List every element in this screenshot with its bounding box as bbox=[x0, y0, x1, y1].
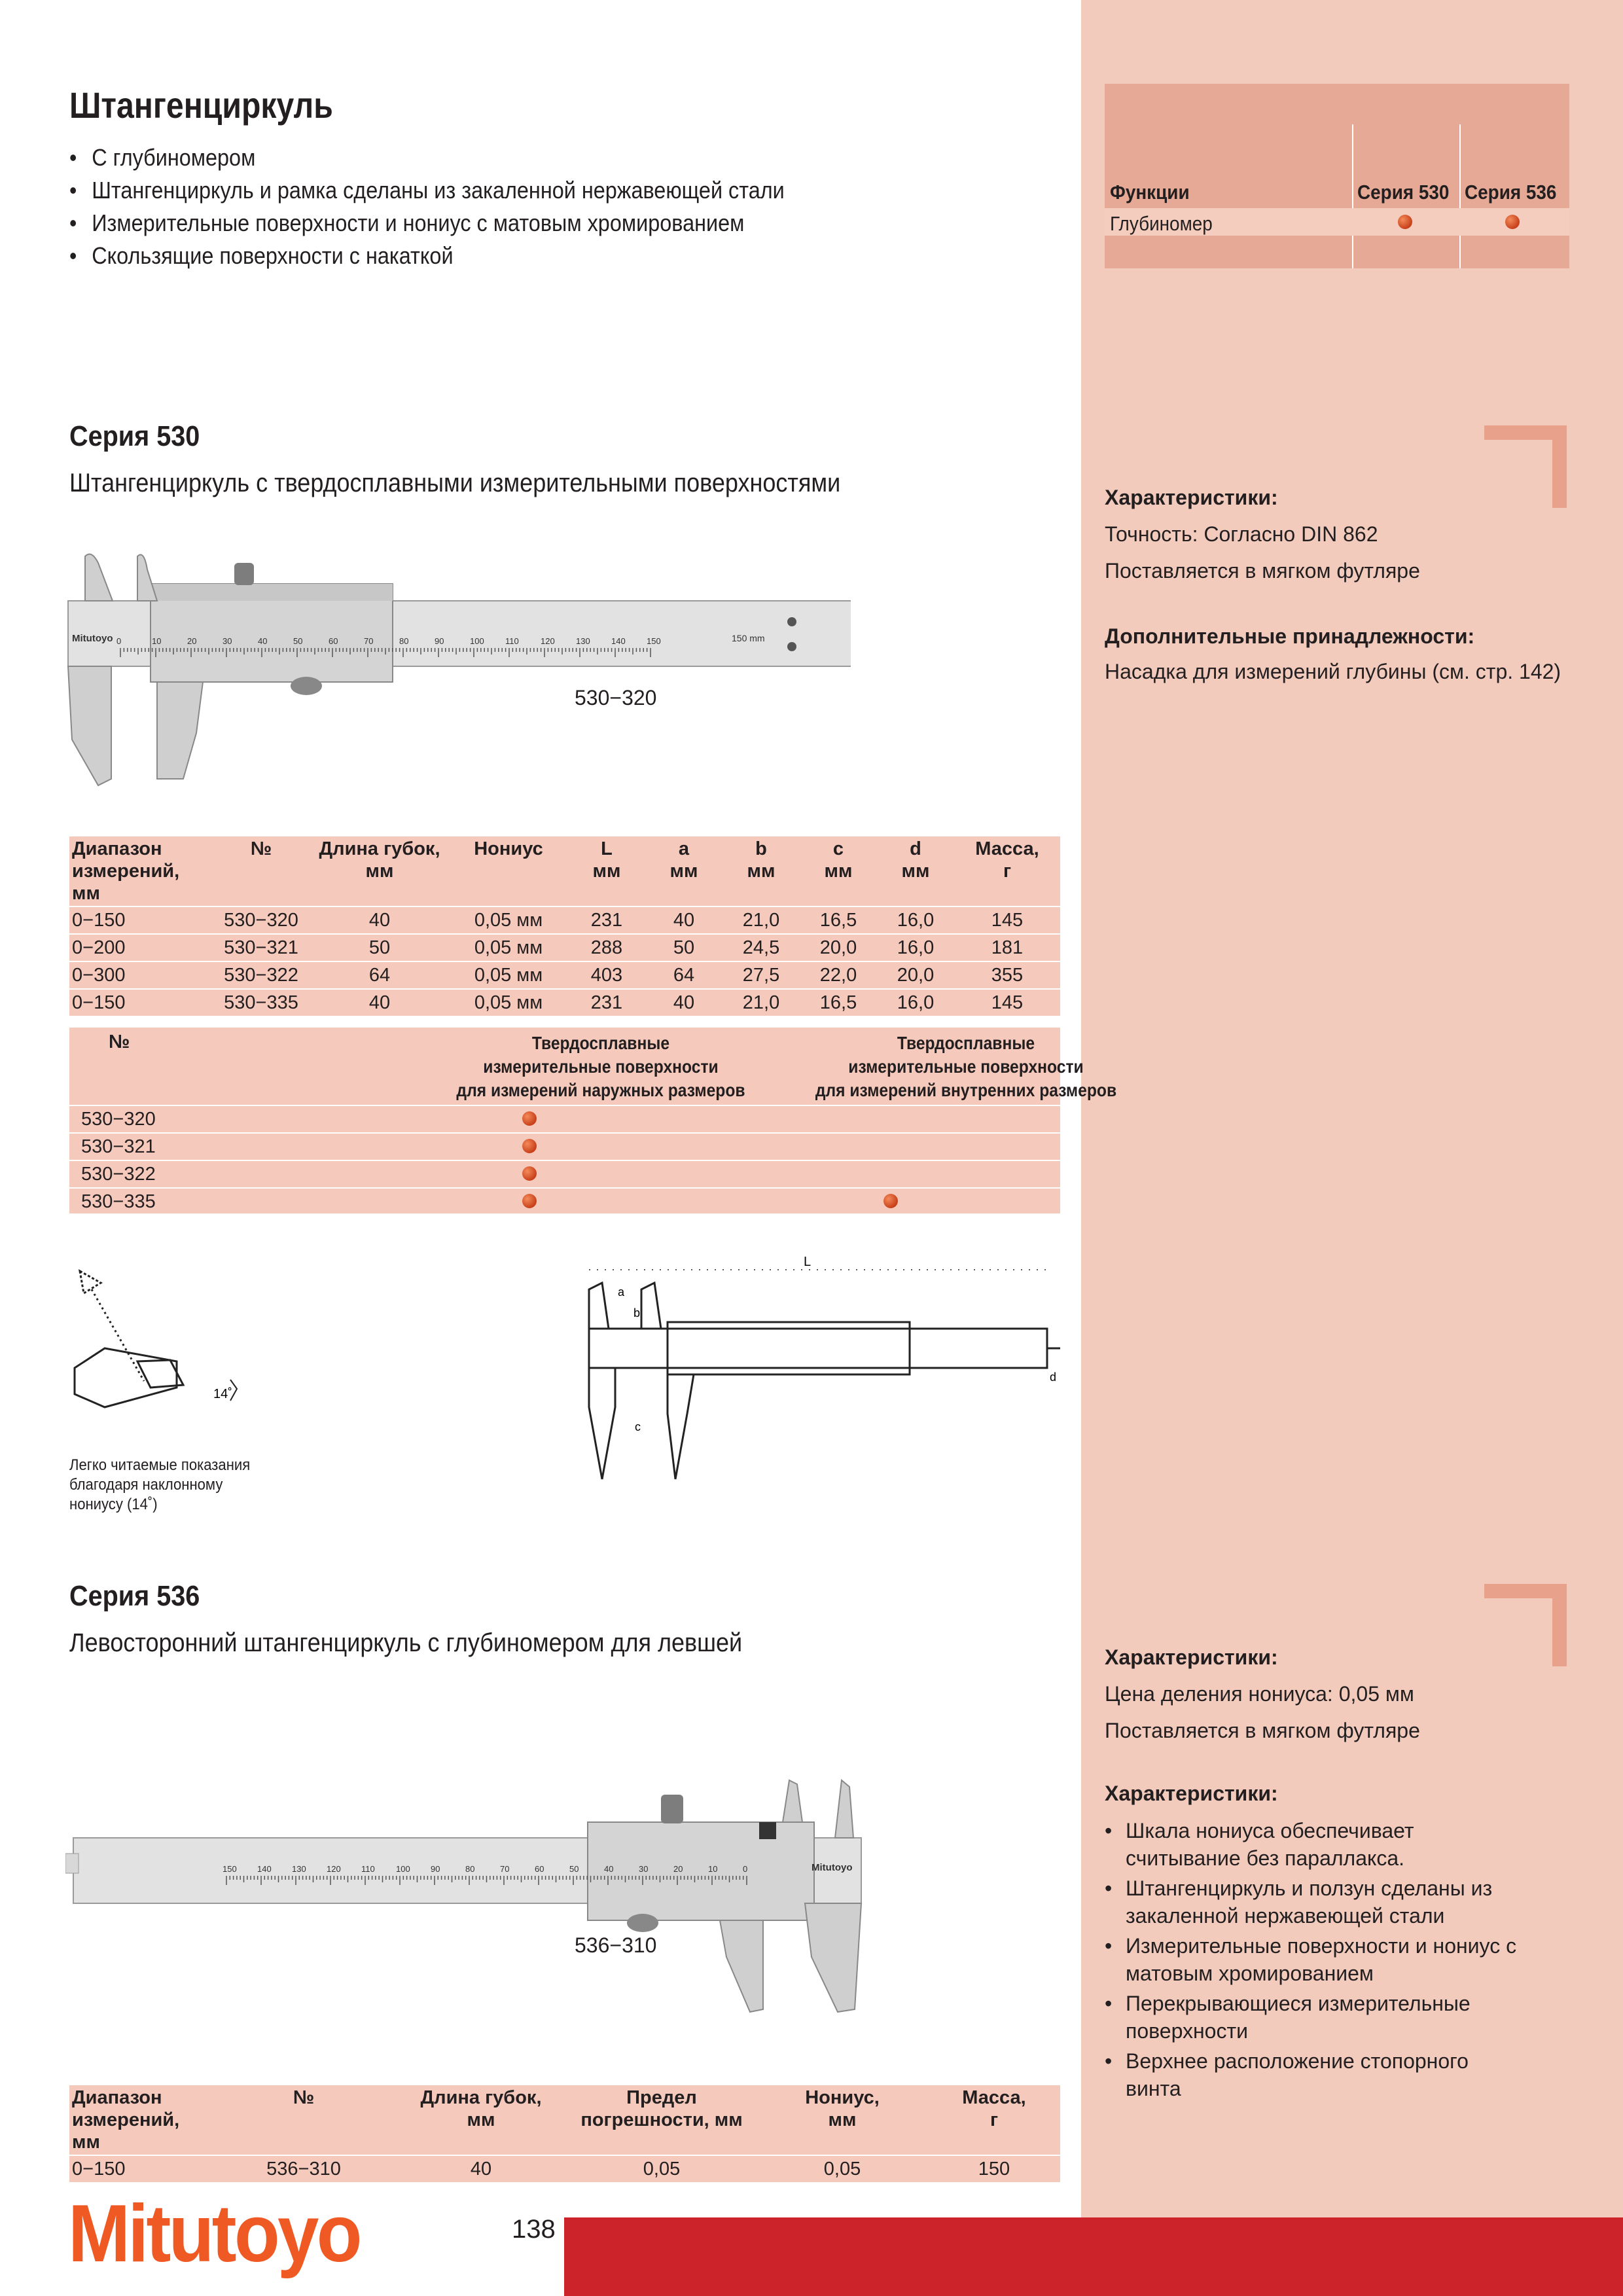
table-cell: 50 bbox=[645, 934, 722, 961]
table-cell: 150 bbox=[928, 2155, 1060, 2182]
page-number: 138 bbox=[512, 2215, 556, 2244]
header-row bbox=[69, 2085, 1060, 2155]
header-line: № bbox=[250, 838, 272, 859]
functions-table bbox=[1105, 84, 1569, 268]
table-cell: 530−335 bbox=[212, 989, 310, 1016]
spec-line: Цена деления нониуса: 0,05 мм bbox=[1105, 1682, 1414, 1706]
dim-L: L bbox=[804, 1257, 812, 1269]
header-line: мм bbox=[747, 861, 776, 882]
scale-number: 0 bbox=[116, 636, 122, 646]
spec-line: Точность: Согласно DIN 862 bbox=[1105, 522, 1378, 546]
table-cell: 16,5 bbox=[800, 989, 877, 1016]
bullet-item: • С глубиномером bbox=[69, 141, 785, 174]
note-line: благодаря наклонному bbox=[69, 1476, 223, 1494]
table-cell: 40 bbox=[310, 989, 449, 1016]
header-line: Масса, bbox=[975, 838, 1039, 859]
scale-number: 90 bbox=[435, 636, 444, 646]
series-530-header: Серия 530 bbox=[1357, 181, 1450, 204]
vernier-note bbox=[69, 1456, 250, 1515]
slider-block bbox=[75, 1348, 177, 1407]
header-line: для измерений внутренних размеров bbox=[815, 1080, 1117, 1100]
outside-jaw-moving bbox=[157, 682, 203, 779]
table-cell: 231 bbox=[568, 906, 645, 934]
scale-number: 110 bbox=[505, 636, 519, 646]
features-col-inner bbox=[747, 1031, 1185, 1102]
caliper-530-image bbox=[65, 543, 851, 792]
caliper-536-image bbox=[65, 1761, 870, 2022]
header-line: Твердосплавные bbox=[531, 1033, 670, 1053]
specs-heading: Характеристики: bbox=[1105, 486, 1278, 509]
series-530-spec-table bbox=[69, 836, 1060, 1016]
scale-number: 150 bbox=[223, 1864, 237, 1874]
scale-number: 50 bbox=[293, 636, 303, 646]
table-cell: 64 bbox=[310, 961, 449, 989]
vernier-angle-illustration bbox=[65, 1263, 275, 1460]
thumb-roller bbox=[291, 677, 322, 695]
table-cell: 40 bbox=[310, 906, 449, 934]
table-cell: 40 bbox=[645, 906, 722, 934]
table-cell: 21,0 bbox=[722, 906, 800, 934]
series-536-spec-table bbox=[69, 2085, 1060, 2182]
header-line: мм bbox=[669, 861, 698, 882]
features-rows bbox=[69, 1105, 1060, 1215]
table-cell: 0−300 bbox=[69, 961, 212, 989]
column-header bbox=[69, 836, 212, 906]
clamp-screw bbox=[234, 563, 254, 585]
footer-bar bbox=[564, 2217, 1623, 2296]
table-cell: 530−322 bbox=[212, 961, 310, 989]
sight-line bbox=[92, 1289, 144, 1381]
table-cell: 288 bbox=[568, 934, 645, 961]
features-row bbox=[69, 1187, 1060, 1215]
scale-number: 100 bbox=[470, 636, 484, 646]
scale-number: 80 bbox=[465, 1864, 475, 1874]
indicator-dot bbox=[522, 1166, 537, 1181]
header-line: г bbox=[1003, 861, 1012, 882]
specs-heading: Характеристики: bbox=[1105, 1645, 1278, 1669]
thumb-roller bbox=[627, 1914, 658, 1932]
accessories-heading: Дополнительные принадлежности: bbox=[1105, 624, 1475, 648]
table-cell: 145 bbox=[954, 989, 1060, 1016]
feature-item: • Перекрывающиеся измерительные поверхности bbox=[1105, 1990, 1524, 2045]
slider-window bbox=[759, 1822, 776, 1839]
column-header bbox=[877, 836, 954, 906]
header-line: измерений, мм bbox=[72, 861, 180, 904]
features-row bbox=[69, 1160, 1060, 1187]
scale-number: 130 bbox=[292, 1864, 306, 1874]
model-number: 530−335 bbox=[81, 1191, 156, 1212]
divider bbox=[1352, 124, 1353, 268]
table-cell: 0,05 мм bbox=[449, 934, 568, 961]
header-line: Нониус bbox=[474, 838, 543, 859]
column-header bbox=[954, 836, 1060, 906]
header-line: b bbox=[755, 838, 767, 859]
table-cell: 16,5 bbox=[800, 906, 877, 934]
bullet-item: • Штангенциркуль и рамка сделаны из закаленной нержавеющей стали bbox=[69, 174, 785, 207]
series-530-features-table bbox=[69, 1028, 1117, 1213]
series-536-header: Серия 536 bbox=[1465, 181, 1557, 204]
slider bbox=[588, 1822, 814, 1920]
header-line: измерительные поверхности bbox=[483, 1056, 719, 1077]
header-line: г bbox=[990, 2109, 999, 2130]
column-header bbox=[69, 2085, 212, 2155]
scale-number: 20 bbox=[673, 1864, 683, 1874]
table-cell: 27,5 bbox=[722, 961, 800, 989]
header-line: для измерений наружных размеров bbox=[456, 1080, 745, 1100]
table-cell: 231 bbox=[568, 989, 645, 1016]
model-number: 530−321 bbox=[81, 1136, 156, 1157]
header-line: Твердосплавные bbox=[897, 1033, 1035, 1053]
drawing-inner-jaw bbox=[641, 1283, 661, 1329]
clamp-screw bbox=[661, 1795, 683, 1823]
table-row bbox=[69, 934, 1060, 961]
table-cell: 0−150 bbox=[69, 989, 212, 1016]
column-header bbox=[395, 2085, 567, 2155]
header-line: мм bbox=[365, 861, 394, 882]
table-cell: 0,05 мм bbox=[449, 961, 568, 989]
header-line: Предел bbox=[626, 2087, 697, 2108]
dim-a: a bbox=[618, 1285, 625, 1299]
scale-number: 50 bbox=[569, 1864, 579, 1874]
mitutoyo-logo: Mitutoyo bbox=[68, 2189, 360, 2279]
spec-line: Поставляется в мягком футляре bbox=[1105, 559, 1420, 583]
feature-item: • Шкала нониуса обеспечивает считывание без параллакса. bbox=[1105, 1817, 1524, 1872]
table-cell: 64 bbox=[645, 961, 722, 989]
indicator-dot bbox=[883, 1194, 898, 1208]
column-header bbox=[449, 836, 568, 906]
feature-item: • Измерительные поверхности и нониус с матовым хромированием bbox=[1105, 1932, 1524, 1987]
column-header bbox=[928, 2085, 1060, 2155]
functions-header: Функции bbox=[1110, 181, 1190, 204]
drawing-jaw-moving bbox=[668, 1374, 694, 1479]
dim-d: d bbox=[1050, 1371, 1057, 1384]
caliper-530-caption: 530−320 bbox=[575, 686, 657, 709]
header-line: d bbox=[910, 838, 921, 859]
accessories-text: Насадка для измерений глубины (см. стр. 142) bbox=[1105, 660, 1561, 683]
features-row bbox=[69, 1132, 1060, 1160]
divider bbox=[1459, 124, 1461, 268]
slider-top bbox=[151, 584, 393, 601]
header-line: измерительные поверхности bbox=[848, 1056, 1084, 1077]
depth-rod bbox=[65, 1854, 79, 1873]
caliper-536-caption: 536−310 bbox=[575, 1933, 657, 1957]
header-line: Диапазон bbox=[72, 838, 162, 859]
scale-number: 60 bbox=[329, 636, 338, 646]
scale-number: 110 bbox=[361, 1864, 375, 1874]
table-row bbox=[69, 906, 1060, 934]
scale-number: 10 bbox=[152, 636, 162, 646]
scale-number: 40 bbox=[258, 636, 268, 646]
scale-number: 30 bbox=[639, 1864, 649, 1874]
table-cell: 24,5 bbox=[722, 934, 800, 961]
table-cell: 0−150 bbox=[69, 906, 212, 934]
header-line: a bbox=[678, 838, 690, 859]
features-col-model: № bbox=[109, 1031, 130, 1052]
inside-jaw-fixed bbox=[85, 554, 113, 601]
scale-number: 120 bbox=[541, 636, 555, 646]
outside-jaw-moving bbox=[720, 1920, 763, 2012]
header-line: Нониус, bbox=[805, 2087, 880, 2108]
table-cell: 536−310 bbox=[212, 2155, 395, 2182]
inside-jaw-fixed bbox=[835, 1780, 853, 1838]
table-cell: 22,0 bbox=[800, 961, 877, 989]
table-cell: 20,0 bbox=[800, 934, 877, 961]
table-cell: 355 bbox=[954, 961, 1060, 989]
eye-symbol bbox=[80, 1271, 101, 1293]
table-row bbox=[69, 989, 1060, 1016]
header-line: мм bbox=[824, 861, 853, 882]
model-number: 530−322 bbox=[81, 1164, 156, 1185]
dimension-drawing bbox=[563, 1257, 1060, 1505]
dim-c: c bbox=[635, 1420, 641, 1433]
model-number: 530−320 bbox=[81, 1109, 156, 1130]
scale-number: 70 bbox=[500, 1864, 510, 1874]
table-cell: 0,05 мм bbox=[449, 989, 568, 1016]
header-line: Длина губок, bbox=[319, 838, 440, 859]
header-line: мм bbox=[828, 2109, 857, 2130]
scale-number: 40 bbox=[604, 1864, 614, 1874]
series-536-features bbox=[1105, 1817, 1524, 2105]
drawing-inner-jaw bbox=[589, 1283, 609, 1329]
angle-label: 14˚ bbox=[213, 1387, 232, 1401]
scale-number: 100 bbox=[396, 1864, 410, 1874]
feature-item: • Штангенциркуль и ползун сделаны из закаленной нержавеющей стали bbox=[1105, 1874, 1524, 1929]
header-line: измерений, мм bbox=[72, 2109, 180, 2153]
series-530-title: Серия 530 bbox=[69, 420, 200, 452]
header-row bbox=[69, 836, 1060, 906]
header-line: Диапазон bbox=[72, 2087, 162, 2108]
table-cell: 21,0 bbox=[722, 989, 800, 1016]
table-cell: 20,0 bbox=[877, 961, 954, 989]
scale-number: 60 bbox=[535, 1864, 544, 1874]
scale-number: 130 bbox=[576, 636, 590, 646]
header-line: L bbox=[601, 838, 613, 859]
indicator-dot bbox=[522, 1194, 537, 1208]
column-header bbox=[800, 836, 877, 906]
table-row bbox=[69, 2155, 1060, 2182]
series-536-subtitle: Левосторонний штангенциркуль с глубиномером для левшей bbox=[69, 1628, 743, 1657]
outside-jaw-fixed bbox=[68, 666, 111, 785]
scale-number: 90 bbox=[431, 1864, 440, 1874]
header-line: мм bbox=[467, 2109, 495, 2130]
spec-line: Поставляется в мягком футляре bbox=[1105, 1719, 1420, 1742]
header-line: № bbox=[293, 2087, 315, 2108]
depth-gauge-label: Глубиномер bbox=[1110, 212, 1213, 235]
table-cell: 40 bbox=[395, 2155, 567, 2182]
table-cell: 16,0 bbox=[877, 934, 954, 961]
drawing-jaw-fixed bbox=[589, 1368, 615, 1479]
bullet-item: • Измерительные поверхности и нониус с матовым хромированием bbox=[69, 207, 785, 240]
scale-number: 70 bbox=[364, 636, 374, 646]
rivet bbox=[787, 642, 796, 651]
scale-number: 150 bbox=[647, 636, 661, 646]
scale-number: 140 bbox=[611, 636, 626, 646]
indicator-dot bbox=[1398, 215, 1412, 229]
outside-jaw-fixed bbox=[805, 1903, 861, 2012]
table-cell: 40 bbox=[645, 989, 722, 1016]
scale-number: 80 bbox=[399, 636, 409, 646]
header-line: мм bbox=[592, 861, 621, 882]
scale-number: 20 bbox=[187, 636, 197, 646]
scale-number: 10 bbox=[708, 1864, 718, 1874]
features-row bbox=[69, 1105, 1060, 1132]
indicator-dot bbox=[522, 1139, 537, 1153]
note-line: нониусу (14˚) bbox=[69, 1496, 158, 1513]
series-530-subtitle: Штангенциркуль с твердосплавными измерительными поверхностями bbox=[69, 469, 841, 497]
scale-number: 140 bbox=[257, 1864, 272, 1874]
table-cell: 0−200 bbox=[69, 934, 212, 961]
column-header bbox=[212, 836, 310, 906]
table-cell: 0,05 мм bbox=[449, 906, 568, 934]
page-title: Штангенциркуль bbox=[69, 84, 333, 126]
dim-b: b bbox=[633, 1306, 641, 1319]
scale-number: 120 bbox=[327, 1864, 341, 1874]
table-row bbox=[69, 961, 1060, 989]
caliper-brand-text: Mitutoyo bbox=[72, 633, 113, 644]
table-cell: 530−321 bbox=[212, 934, 310, 961]
series-536-title: Серия 536 bbox=[69, 1580, 200, 1612]
table-cell: 0,05 bbox=[757, 2155, 928, 2182]
corner-mark bbox=[1484, 425, 1567, 508]
column-header bbox=[310, 836, 449, 906]
indicator-dot bbox=[522, 1111, 537, 1126]
header-line: Длина губок, bbox=[420, 2087, 542, 2108]
header-line: c bbox=[832, 838, 844, 859]
column-header bbox=[568, 836, 645, 906]
inside-jaw-moving bbox=[783, 1780, 802, 1822]
drawing-beam bbox=[589, 1329, 1047, 1368]
caliper-brand-text: Mitutoyo bbox=[812, 1862, 853, 1873]
caliper-unit-text: 150 mm bbox=[732, 633, 765, 643]
drawing-slider bbox=[668, 1322, 910, 1374]
header-line: Масса, bbox=[962, 2087, 1026, 2108]
table-cell: 0,05 bbox=[567, 2155, 757, 2182]
bullet-item: • Скользящие поверхности с накаткой bbox=[69, 240, 785, 272]
table-cell: 16,0 bbox=[877, 989, 954, 1016]
table-cell: 181 bbox=[954, 934, 1060, 961]
table-cell: 530−320 bbox=[212, 906, 310, 934]
corner-mark bbox=[1484, 1584, 1567, 1666]
table-cell: 16,0 bbox=[877, 906, 954, 934]
inside-jaw-moving bbox=[137, 555, 157, 601]
table-cell: 0−150 bbox=[69, 2155, 212, 2182]
scale-number: 0 bbox=[743, 1864, 748, 1874]
scale-number: 30 bbox=[223, 636, 232, 646]
column-header bbox=[645, 836, 722, 906]
indicator-dot bbox=[1505, 215, 1520, 229]
table-cell: 50 bbox=[310, 934, 449, 961]
table-cell: 145 bbox=[954, 906, 1060, 934]
features-heading: Характеристики: bbox=[1105, 1782, 1278, 1805]
column-header bbox=[567, 2085, 757, 2155]
header-line: мм bbox=[901, 861, 930, 882]
column-header bbox=[722, 836, 800, 906]
note-line: Легко читаемые показания bbox=[69, 1456, 251, 1474]
feature-bullets bbox=[69, 141, 864, 272]
column-header bbox=[212, 2085, 395, 2155]
feature-item: • Верхнее расположение стопорного винта bbox=[1105, 2047, 1524, 2102]
header-line: погрешности, мм bbox=[580, 2109, 743, 2130]
column-header bbox=[757, 2085, 928, 2155]
rivet bbox=[787, 617, 796, 626]
table-cell: 403 bbox=[568, 961, 645, 989]
